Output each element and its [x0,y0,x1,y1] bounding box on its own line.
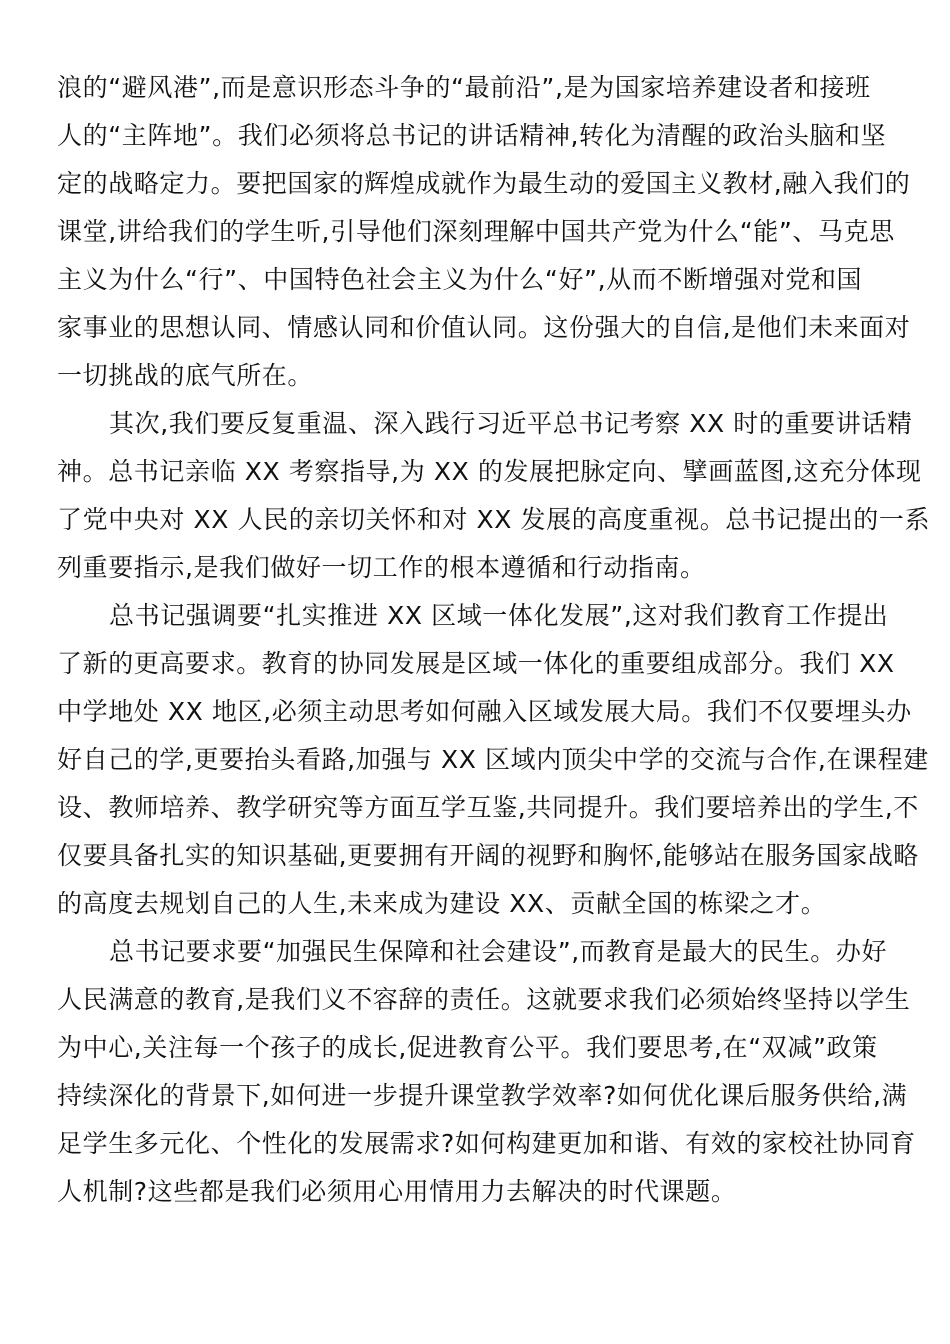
text-line: 主义为什么“行”、中国特色社会主义为什么“好”,从而不断增强对党和国 [57,265,863,294]
text-line: 好自己的学,更要抬头看路,加强与 XX 区域内顶尖中学的交流与合作,在课程建 [57,745,929,774]
text-line: 了党中央对 XX 人民的亲切关怀和对 XX 发展的高度重视。总书记提出的一系 [57,505,931,534]
text-line: 了新的更高要求。教育的协同发展是区域一体化的重要组成部分。我们 XX [57,649,895,678]
paragraph-1 [57,66,911,402]
text-line: 定的战略定力。要把国家的辉煌成就作为最生动的爱国主义教材,融入我们的 [57,169,911,198]
document-page [57,66,931,1218]
text-line: 仅要具备扎实的知识基础,更要拥有开阔的视野和胸怀,能够站在服务国家战略 [57,841,919,870]
text-line: 人机制?这些都是我们必须用心用情用力去解决的时代课题。 [57,1177,737,1206]
text-line: 中学地处 XX 地区,必须主动思考如何融入区域发展大局。我们不仅要埋头办 [57,697,912,726]
paragraph-2 [57,402,931,594]
text-line: 神。总书记亲临 XX 考察指导,为 XX 的发展把脉定向、擘画蓝图,这充分体现 [57,457,922,486]
text-line: 列重要指示,是我们做好一切工作的根本遵循和行动指南。 [57,553,706,582]
text-line: 人民满意的教育,是我们义不容辞的责任。这就要求我们必须始终坚持以学生 [57,985,911,1014]
paragraph-4 [57,930,916,1218]
text-line: 的高度去规划自己的人生,未来成为建设 XX、贡献全国的栋梁之才。 [57,889,827,918]
text-line-indented: 总书记强调要“扎实推进 XX 区域一体化发展”,这对我们教育工作提出 [109,601,889,630]
text-line: 课堂,讲给我们的学生听,引导他们深刻理解中国共产党为什么“能”、马克思 [57,217,895,246]
text-line: 人的“主阵地”。我们必须将总书记的讲话精神,转化为清醒的政治头脑和坚 [57,121,887,150]
text-line: 设、教师培养、教学研究等方面互学互鉴,共同提升。我们要培养出的学生,不 [57,793,919,822]
text-line-indented: 其次,我们要反复重温、深入践行习近平总书记考察 XX 时的重要讲话精 [109,409,913,438]
text-line: 为中心,关注每一个孩子的成长,促进教育公平。我们要思考,在“双减”政策 [57,1033,878,1062]
text-line: 足学生多元化、个性化的发展需求?如何构建更加和谐、有效的家校社协同育 [57,1129,916,1158]
text-line: 浪的“避风港”,而是意识形态斗争的“最前沿”,是为国家培养建设者和接班 [57,73,871,102]
text-line: 家事业的思想认同、情感认同和价值认同。这份强大的自信,是他们未来面对 [57,313,911,342]
paragraph-3 [57,594,929,930]
text-line: 一切挑战的底气所在。 [57,361,314,390]
text-line-indented: 总书记要求要“加强民生保障和社会建设”,而教育是最大的民生。办好 [109,937,888,966]
text-line: 持续深化的背景下,如何进一步提升课堂教学效率?如何优化课后服务供给,满 [57,1081,908,1110]
